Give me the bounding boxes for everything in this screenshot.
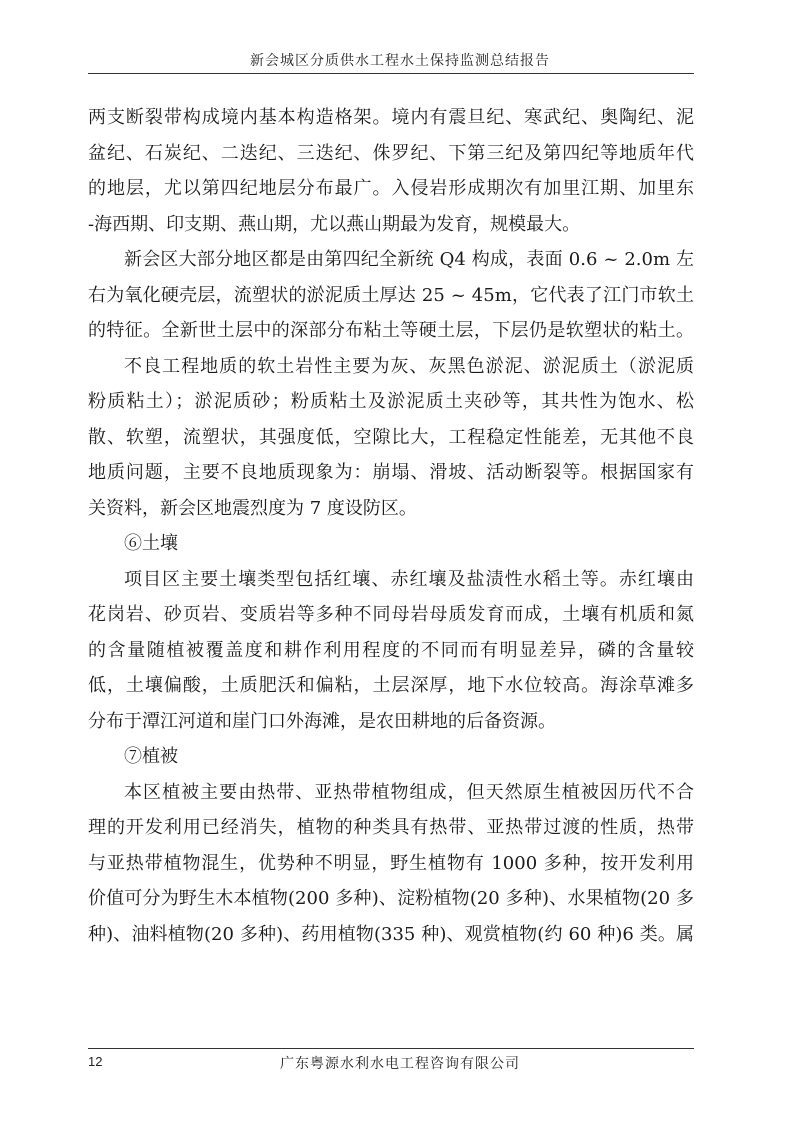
page-header-title: 新会城区分质供水工程水土保持监测总结报告 [250,53,550,69]
text-line: 种)、油料植物(20 多种)、药用植物(335 种)、观赏植物(约 60 种)6 类。属 [88,923,694,945]
text-line: 花岗岩、砂页岩、变质岩等多种不同母岩母质发育而成，土壤有机质和氮 [88,604,694,625]
section-heading-soil: ⑥土壤 [124,533,178,554]
text-line: 与亚热带植物混生，优势种不明显，野生植物有 1000 多种，按开发利用 [88,852,694,874]
text-line: 价值可分为野生木本植物(200 多种)、淀粉植物(20 多种)、水果植物(20 多 [88,888,694,909]
text-line: 盆纪、石炭纪、二迭纪、三迭纪、侏罗纪、下第三纪及第四纪等地质年代 [88,142,694,164]
text-line: 项目区主要土壤类型包括红壤、赤红壤及盐渍性水稻土等。赤红壤由 [124,568,694,590]
text-line: 低，土壤偏酸，土质肥沃和偏粘，土层深厚，地下水位较高。海涂草滩多 [88,675,694,696]
text-line: 的含量随植被覆盖度和耕作利用程度的不同而有明显差异，磷的含量较 [88,639,694,661]
text-line: 的特征。全新世土层中的深部分布粘土等硬土层，下层仍是软塑状的粘土。 [88,320,694,341]
text-line: 右为氧化硬壳层，流塑状的淤泥质土厚达 25 ~ 45m，它代表了江门市软土 [88,284,694,306]
text-line: 两支断裂带构成境内基本构造格架。境内有震旦纪、寒武纪、奥陶纪、泥 [88,107,694,128]
text-line: -海西期、印支期、燕山期，尤以燕山期最为发育，规模最大。 [88,213,581,235]
footer-divider [88,1048,694,1049]
text-line: 分布于潭江河道和崖门口外海滩，是农田耕地的后备资源。 [88,710,556,732]
section-heading-vegetation: ⑦植被 [124,746,178,767]
text-line: 地质问题，主要不良地质现象为：崩塌、滑坡、活动断裂等。根据国家有 [88,462,694,483]
text-line: 新会区大部分地区都是由第四纪全新统 Q4 构成，表面 0.6 ~ 2.0m 左 [124,249,694,270]
text-line: 的地层，尤以第四纪地层分布最广。入侵岩形成期次有加里江期、加里东 [88,178,694,199]
text-line: 不良工程地质的软土岩性主要为灰、灰黑色淤泥、淤泥质土（淤泥质 [124,355,694,377]
text-line: 粉质粘土）；淤泥质砂；粉质粘土及淤泥质土夹砂等，其共性为饱水、松 [88,391,694,412]
text-line: 关资料，新会区地震烈度为 7 度设防区。 [88,497,417,519]
footer-company-name: 广东粤源水利水电工程咨询有限公司 [280,1056,520,1072]
header-divider [88,73,694,74]
text-line: 理的开发利用已经消失，植物的种类具有热带、亚热带过渡的性质，热带 [88,817,694,838]
page-number: 12 [88,1054,103,1069]
document-body [88,100,694,952]
text-line: 本区植被主要由热带、亚热带植物组成，但天然原生植被因历代不合 [124,781,694,803]
text-line: 散、软塑，流塑状，其强度低，空隙比大，工程稳定性能差，无其他不良 [88,426,694,448]
